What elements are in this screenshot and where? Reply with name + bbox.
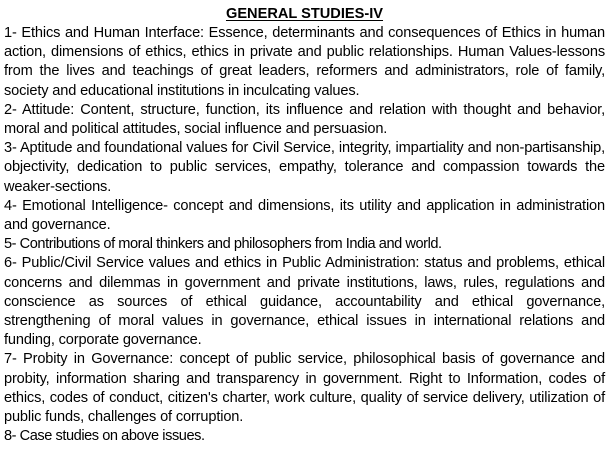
topic-item-4: 4- Emotional Intelligence- concept and dimensions, its utility and application in administration and governance. xyxy=(4,197,605,234)
topic-item-6: 6- Public/Civil Service values and ethics in Public Administration: status and problems, ethical concerns and dilemmas in government and private institutions, laws, rules, regulations and conscience as sources of ethical guidance, accountability and ethical governance, strengthening of moral values in governance, ethical issues in international relations and funding, corporate governance. xyxy=(4,255,605,349)
topic-item-8: 8- Case studies on above issues. xyxy=(4,428,205,445)
topic-item-1: 1- Ethics and Human Interface: Essence, determinants and consequences of Ethics in human action, dimensions of ethics, ethics in private and public relationships. Human Values-lessons from the lives and teachings of great leaders, reformers and administrators, role of family, society and educational institutions in inculcating values. xyxy=(4,25,605,99)
document-title: GENERAL STUDIES-IV xyxy=(225,6,384,22)
topic-item-3: 3- Aptitude and foundational values for Civil Service, integrity, impartiality and non-partisanship, objectivity, dedication to public services, empathy, tolerance and compassion towards the weaker-sections. xyxy=(4,140,605,195)
topic-item-2: 2- Attitude: Content, structure, function, its influence and relation with thought and behavior, moral and political attitudes, social influence and persuasion. xyxy=(4,101,605,138)
document xyxy=(4,0,605,446)
topic-item-7: 7- Probity in Governance: concept of public service, philosophical basis of governance and probity, information sharing and transparency in government. Right to Information, codes of ethics, codes of conduct, citizen's charter, work culture, quality of service delivery, utilization of public funds, challenges of corruption. xyxy=(4,351,605,426)
topic-item-5: 5- Contributions of moral thinkers and philosophers from India and world. xyxy=(4,236,442,253)
